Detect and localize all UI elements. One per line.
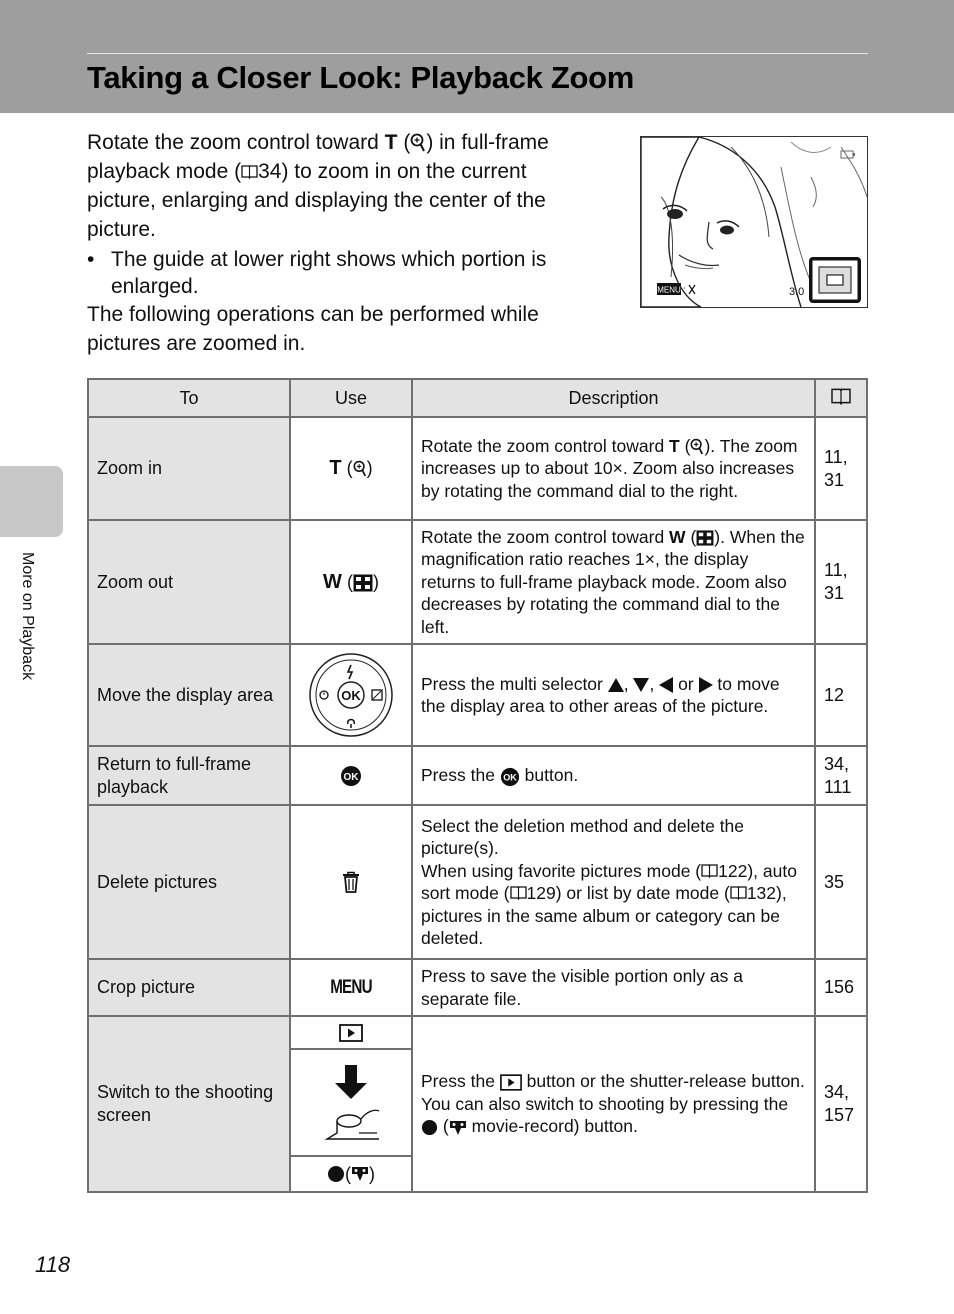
zoom-in-magnifier-icon xyxy=(410,133,426,153)
intro-text xyxy=(87,128,587,358)
row-page-reference: 156 xyxy=(815,959,867,1016)
tele-t-glyph: T xyxy=(329,457,342,479)
shutter-release-press-icon xyxy=(319,1061,383,1145)
bullet-dot: • xyxy=(87,248,95,271)
table-row xyxy=(88,805,867,959)
zoom-ratio-label: 3.0 xyxy=(789,286,805,298)
table-row xyxy=(88,746,867,805)
row-action: Zoom in xyxy=(88,417,290,520)
row-action: Switch to the shooting screen xyxy=(88,1016,290,1192)
section-tab-label: More on Playback xyxy=(19,552,36,681)
menu-badge-label: MENU xyxy=(657,285,681,295)
playback-button-cell xyxy=(291,1017,411,1050)
row-control: W ( ) xyxy=(290,520,412,644)
arrow-down-icon xyxy=(633,678,649,692)
row-page-reference: 35 xyxy=(815,805,867,959)
row-control xyxy=(290,959,412,1016)
multi-selector-icon xyxy=(308,652,394,738)
bullet-text: The guide at lower right shows which portion is enlarged. xyxy=(111,248,547,298)
row-page-reference: 11, 31 xyxy=(815,520,867,644)
row-page-reference: 11, 31 xyxy=(815,417,867,520)
menu-button-glyph: MENU xyxy=(330,976,372,998)
row-page-reference: 34, 111 xyxy=(815,746,867,805)
table-row xyxy=(88,417,867,520)
zoomed-face-picture xyxy=(641,137,867,307)
section-tab xyxy=(0,466,63,537)
zoom-in-magnifier-icon xyxy=(353,460,367,478)
row-page-reference: 34, 157 xyxy=(815,1016,867,1192)
page-number: 118 xyxy=(35,1252,71,1277)
trash-icon xyxy=(342,871,360,893)
ok-button-icon xyxy=(500,767,520,787)
row-page-reference: 12 xyxy=(815,644,867,746)
svg-text::: : xyxy=(683,285,686,296)
row-control xyxy=(290,644,412,746)
col-header-use: Use xyxy=(290,379,412,417)
row-control xyxy=(290,805,412,959)
row-description: Rotate the zoom control toward W ( ). When the magnification ratio reaches 1×, the display returns to full-frame playback mode. Zoom also decreases by rotating the command dial to the left. xyxy=(412,520,815,644)
thumbnail-grid-icon xyxy=(696,530,714,546)
playback-button-icon xyxy=(500,1074,522,1091)
book-reference-icon xyxy=(830,387,852,405)
svg-text:OK: OK xyxy=(502,772,517,783)
intro-paragraph-2: The following operations can be performed while pictures are zoomed in. xyxy=(87,303,539,355)
book-reference-icon xyxy=(510,885,527,900)
movie-record-cell: ( ) xyxy=(291,1157,411,1191)
row-description: Press the button or the shutter-release button. You can also switch to shooting by pressing the ( movie-record) button. xyxy=(412,1016,815,1192)
zoom-in-magnifier-icon xyxy=(690,438,704,456)
svg-text:OK: OK xyxy=(343,771,359,783)
table-row xyxy=(88,520,867,644)
row-control xyxy=(290,746,412,805)
book-reference-icon xyxy=(701,863,718,878)
row-description: Select the deletion method and delete the picture(s). When using favorite pictures mode ( 122), auto sort mode ( 129) or list by date mode ( 132), pictures in the same album or category can be deleted. xyxy=(412,805,815,959)
movie-camera-icon xyxy=(449,1120,467,1136)
row-action: Return to full-frame playback xyxy=(88,746,290,805)
chapter-header xyxy=(0,0,954,113)
row-description: Rotate the zoom control toward T ( ). The zoom increases up to about 10×. Zoom also increases by rotating the command dial to the right. xyxy=(412,417,815,520)
table-header-row xyxy=(88,379,867,417)
wide-w-glyph: W xyxy=(323,570,342,593)
table-row xyxy=(88,959,867,1016)
row-action: Move the display area xyxy=(88,644,290,746)
ok-label: OK xyxy=(341,688,361,703)
zoom-operations-table xyxy=(87,378,868,1193)
row-description: Press the OK button. xyxy=(412,746,815,805)
col-header-description: Description xyxy=(412,379,815,417)
table-row xyxy=(88,644,867,746)
row-description: Press the multi selector , , or to move the display area to other areas of the picture. xyxy=(412,644,815,746)
header-rule xyxy=(87,53,868,54)
intro-bullet xyxy=(87,246,587,300)
row-action: Crop picture xyxy=(88,959,290,1016)
thumbnail-grid-icon xyxy=(353,574,373,592)
col-header-reference xyxy=(815,379,867,417)
ok-button-icon xyxy=(340,765,362,787)
book-reference-icon xyxy=(241,164,258,179)
shutter-release-cell xyxy=(291,1050,411,1157)
col-header-to: To xyxy=(88,379,290,417)
arrow-left-icon xyxy=(659,677,673,693)
arrow-right-icon xyxy=(699,677,713,693)
movie-camera-icon xyxy=(351,1166,369,1182)
tele-t-glyph: T xyxy=(384,131,398,154)
intro-paragraph-1: Rotate the zoom control toward T ( ) in full-frame playback mode ( 34) to zoom in on the current picture, enlarging and displaying the center of the picture. xyxy=(87,131,549,241)
record-dot-icon xyxy=(327,1165,345,1183)
arrow-up-icon xyxy=(608,678,624,692)
row-description: Press to save the visible portion only as a separate file. xyxy=(412,959,815,1016)
page-title: Taking a Closer Look: Playback Zoom xyxy=(87,60,635,95)
row-action: Delete pictures xyxy=(88,805,290,959)
row-control xyxy=(290,1016,412,1192)
playback-button-icon xyxy=(339,1024,363,1042)
record-dot-icon xyxy=(421,1119,438,1136)
book-reference-icon xyxy=(730,885,747,900)
table-row xyxy=(88,1016,867,1192)
zoomed-playback-screen-illustration xyxy=(640,136,868,308)
row-control: T ( ) xyxy=(290,417,412,520)
row-action: Zoom out xyxy=(88,520,290,644)
